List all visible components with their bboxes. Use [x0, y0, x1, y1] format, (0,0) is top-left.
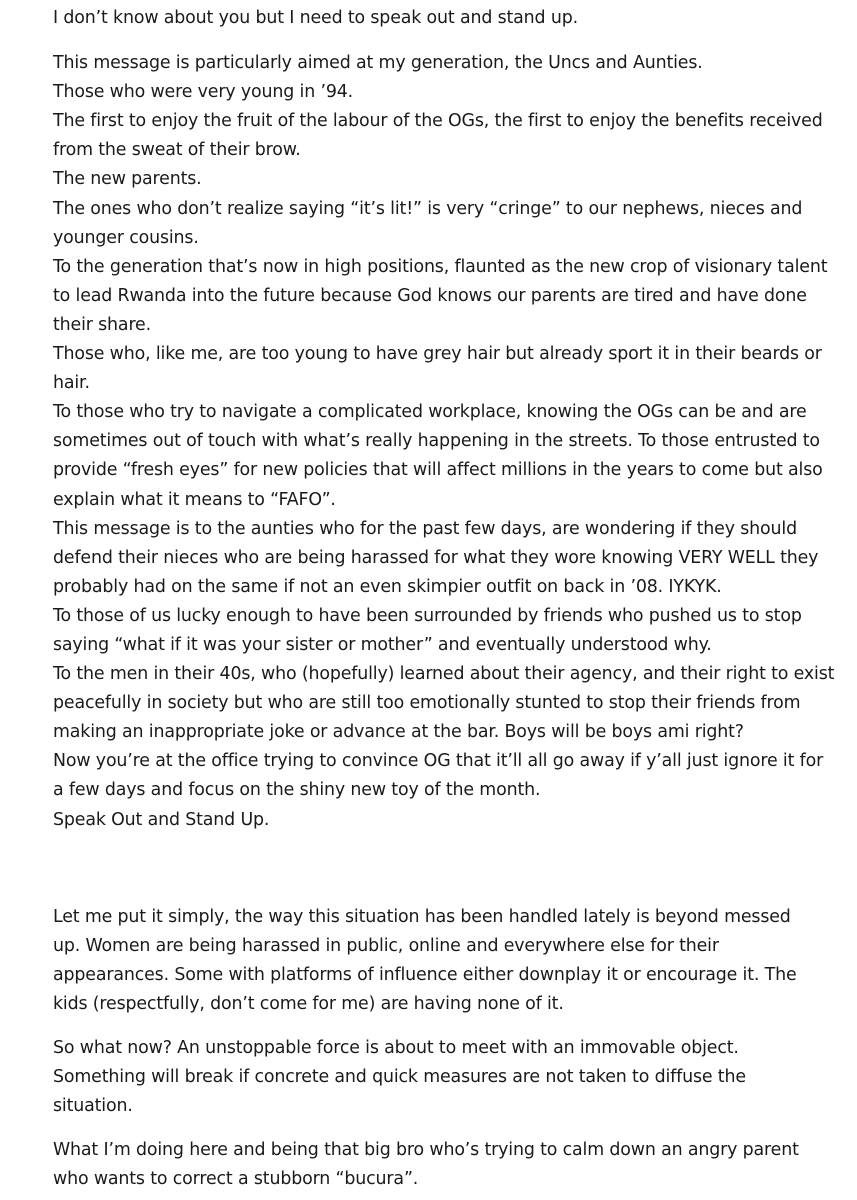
paragraph-situation — [53, 903, 843, 1019]
text-line: younger cousins. — [53, 227, 199, 248]
text-line: explain what it means to “FAFO”. — [53, 489, 336, 510]
text-line: The first to enjoy the fruit of the labour of the OGs, the first to enjoy the benefits received — [53, 111, 823, 132]
text-line: saying “what if it was your sister or mother” and eventually understood why. — [53, 634, 712, 655]
paragraph-big-bro — [53, 1136, 843, 1194]
text-line: to lead Rwanda into the future because God knows our parents are tired and have done — [53, 285, 807, 306]
text-line: Something will break if concrete and quick measures are not taken to diffuse the — [53, 1067, 746, 1088]
text-line: The new parents. — [53, 169, 202, 190]
text-line: Now you’re at the office trying to convince OG that it’ll all go away if y’all just ignore it for — [53, 751, 824, 772]
text-line: So what now? An unstoppable force is about to meet with an immovable object. — [53, 1038, 739, 1058]
text-line: appearances. Some with platforms of influence either downplay it or encourage it. The — [53, 964, 797, 985]
text-line: The ones who don’t realize saying “it’s lit!” is very “cringe” to our nephews, nieces and — [53, 198, 803, 219]
document-body — [53, 0, 843, 1194]
text-line: their share. — [53, 314, 151, 335]
text-line: This message is particularly aimed at my generation, the Uncs and Aunties. — [53, 53, 703, 74]
text-line: Those who, like me, are too young to have grey hair but already sport it in their beards or — [53, 344, 822, 365]
paragraph-what-now — [53, 1034, 843, 1121]
text-line: sometimes out of touch with what’s really happening in the streets. To those entrusted to — [53, 431, 820, 452]
text-line: provide “fresh eyes” for new policies that will affect millions in the years to come but also — [53, 460, 823, 481]
text-line: To those of us lucky enough to have been surrounded by friends who pushed us to stop — [53, 605, 802, 626]
text-line: Those who were very young in ’94. — [53, 82, 354, 103]
text-line: a few days and focus on the shiny new toy of the month. — [53, 780, 541, 801]
text-line: making an inappropriate joke or advance at the bar. Boys will be boys ami right? — [53, 722, 744, 743]
text-line: To the generation that’s now in high positions, flaunted as the new crop of visionary talent — [53, 256, 828, 277]
text-line: up. Women are being harassed in public, online and everywhere else for their — [53, 935, 719, 956]
text-line: probably had on the same if not an even skimpier outfit on back in ’08. IYKYK. — [53, 576, 722, 597]
text-line: from the sweat of their brow. — [53, 140, 301, 161]
text-line: What I’m doing here and being that big bro who’s trying to calm down an angry parent — [53, 1140, 799, 1161]
text-line: To those who try to navigate a complicated workplace, knowing the OGs can be and are — [53, 402, 807, 423]
text-line: situation. — [53, 1096, 133, 1117]
text-line: This message is to the aunties who for the past few days, are wondering if they should — [53, 518, 797, 539]
text-line: hair. — [53, 373, 90, 394]
opening-line — [53, 4, 843, 33]
text-line: peacefully in society but who are still too emotionally stunted to stop their friends from — [53, 693, 801, 714]
text-line: Speak Out and Stand Up. — [53, 809, 270, 830]
text-line: To the men in their 40s, who (hopefully) learned about their agency, and their right to exist — [53, 664, 835, 685]
text-line: who wants to correct a stubborn “bucura”. — [53, 1169, 419, 1190]
text-line: I don’t know about you but I need to speak out and stand up. — [53, 8, 578, 28]
text-line: defend their nieces who are being harassed for what they wore knowing VERY WELL they — [53, 547, 819, 568]
text-line: kids (respectfully, don’t come for me) are having none of it. — [53, 993, 564, 1014]
intro-paragraph — [53, 49, 843, 835]
text-line: Let me put it simply, the way this situation has been handled lately is beyond messed — [53, 906, 791, 927]
